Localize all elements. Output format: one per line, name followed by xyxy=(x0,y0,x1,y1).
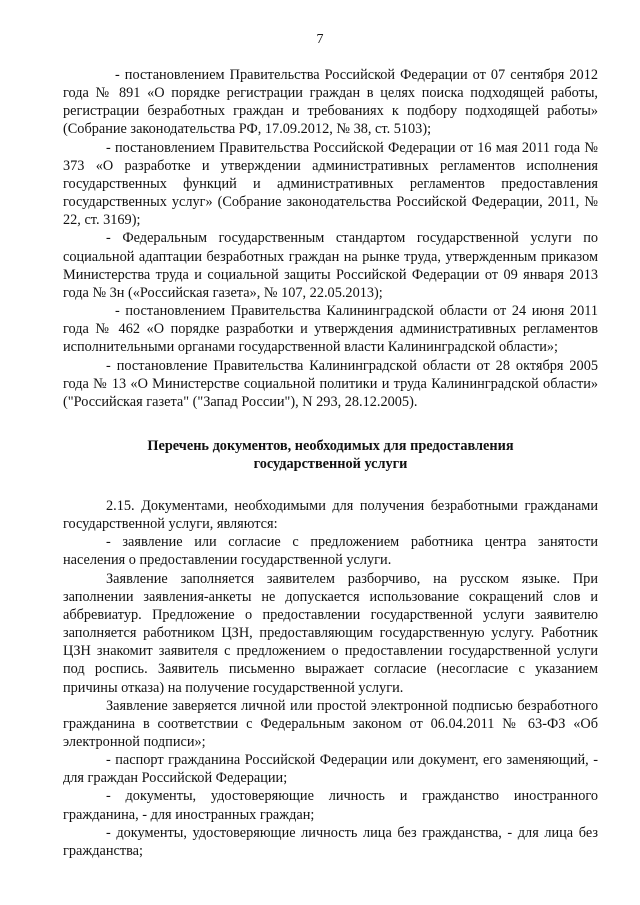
legal-basis-item: - постановлением Правительства Калининградской области от 24 июня 2011 года № 462 «О порядке разработки и утверждения административных регламентов исполнительными органами государственной власти Калининградской области»; xyxy=(63,303,598,356)
legal-basis-item: - постановлением Правительства Российской Федерации от 16 мая 2011 года № 373 «О разработке и утверждении административных регламентов исполнения государственных функций и административных регламентов предоставления государственных услуг» (Собрание законодательства Российской Федерации, 2011, № 22, ст. 3169); xyxy=(63,139,598,229)
document-clause: - паспорт гражданина Российской Федерации или документ, его заменяющий, - для граждан Российской Федерации; xyxy=(63,752,598,787)
section-heading-line: Перечень документов, необходимых для предоставления xyxy=(147,437,514,454)
document-clause: Заявление заполняется заявителем разборчиво, на русском языке. При заполнении заявления-анкеты не допускается использование сокращений слов и аббревиатур. Предложение о предоставлении государственной услуги заявителю заполняется работником ЦЗН, предоставляющим государственную услугу. Работник ЦЗН знакомит заявителя с предложением о предоставлении государственной услуги под роспись. Заявитель письменно выражает согласие (несогласие с указанием причины отказа) на получение государственной услуги. xyxy=(63,570,598,696)
legal-basis-item: - Федеральным государственным стандартом государственной услуги по социальной адаптации безработных граждан на рынке труда, утвержденным приказом Министерства труда и социальной защиты Российской Федерации от 09 января 2013 года № 3н («Российская газета», № 107, 22.05.2013); xyxy=(63,230,598,301)
document-clause: Заявление заверяется личной или простой электронной подписью безработного гражданина в соответствии с Федеральным законом от 06.04.2011 № 63-ФЗ «Об электронной подписи»; xyxy=(63,697,598,750)
document-clause: - заявление или согласие с предложением работника центра занятости населения о предоставлении государственной услуги. xyxy=(63,534,598,569)
document-clause: - документы, удостоверяющие личность лица без гражданства, - для лица без гражданства; xyxy=(63,824,598,859)
document-body xyxy=(63,66,598,860)
section-heading xyxy=(63,437,598,473)
document-clause: 2.15. Документами, необходимыми для получения безработными гражданами государственной услуги, являются: xyxy=(63,497,598,533)
legal-basis-item: - постановление Правительства Калининградской области от 28 октября 2005 года № 13 «О Министерстве социальной политики и труда Калининградской области» ("Российская газета" ("Запад России"), N 293, 28.12.2005). xyxy=(63,357,598,410)
legal-basis-item: - постановлением Правительства Российской Федерации от 07 сентября 2012 года № 891 «О порядке регистрации граждан в целях поиска подходящей работы, регистрации безработных граждан и требованиях к подбору подходящей работы» (Собрание законодательства РФ, 17.09.2012, № 38, ст. 5103); xyxy=(63,67,598,138)
page-number: 7 xyxy=(316,32,324,47)
document-clause: - документы, удостоверяющие личность и гражданство иностранного гражданина, - для иностранных граждан; xyxy=(63,788,598,823)
section-heading-line: государственной услуги xyxy=(253,455,408,472)
